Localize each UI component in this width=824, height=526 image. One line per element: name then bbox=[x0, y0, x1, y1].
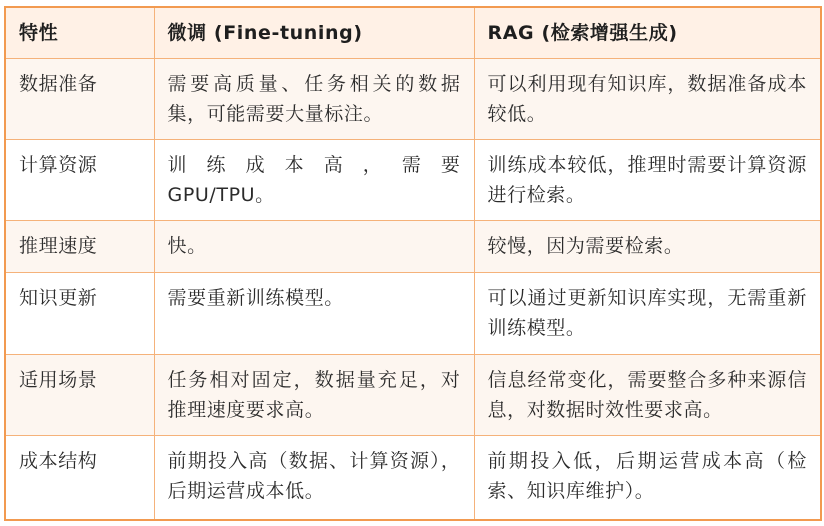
table-body bbox=[5, 58, 821, 520]
fine-tuning-cell: 需要重新训练模型。 bbox=[154, 272, 474, 354]
row-feature-label: 计算资源 bbox=[5, 139, 154, 220]
table-row bbox=[5, 58, 821, 139]
fine-tuning-cell: 训 练 成 本 高 ， 需 要 GPU/TPU。 bbox=[154, 139, 474, 220]
table-row bbox=[5, 354, 821, 435]
table-row bbox=[5, 272, 821, 354]
table-row bbox=[5, 435, 821, 520]
header-rag: RAG (检索增强生成) bbox=[474, 7, 821, 58]
fine-tuning-cell: 前期投入高（数据、计算资源），后期运营成本低。 bbox=[154, 435, 474, 520]
table-row bbox=[5, 220, 821, 272]
rag-cell: 信息经常变化，需要整合多种来源信息，对数据时效性要求高。 bbox=[474, 354, 821, 435]
header-row bbox=[5, 7, 821, 58]
row-feature-label: 成本结构 bbox=[5, 435, 154, 520]
fine-tuning-cell: 任务相对固定，数据量充足，对推理速度要求高。 bbox=[154, 354, 474, 435]
table-header bbox=[5, 7, 821, 58]
row-feature-label: 推理速度 bbox=[5, 220, 154, 272]
row-feature-label: 数据准备 bbox=[5, 58, 154, 139]
rag-cell: 前期投入低，后期运营成本高（检索、知识库维护）。 bbox=[474, 435, 821, 520]
rag-cell: 较慢，因为需要检索。 bbox=[474, 220, 821, 272]
rag-cell: 训练成本较低，推理时需要计算资源进行检索。 bbox=[474, 139, 821, 220]
comparison-table-container bbox=[4, 6, 820, 521]
fine-tuning-cell: 需要高质量、任务相关的数据集，可能需要大量标注。 bbox=[154, 58, 474, 139]
header-feature: 特性 bbox=[5, 7, 154, 58]
header-fine-tuning: 微调 (Fine-tuning) bbox=[154, 7, 474, 58]
row-feature-label: 适用场景 bbox=[5, 354, 154, 435]
comparison-table bbox=[4, 6, 822, 521]
row-feature-label: 知识更新 bbox=[5, 272, 154, 354]
fine-tuning-cell: 快。 bbox=[154, 220, 474, 272]
rag-cell: 可以通过更新知识库实现，无需重新训练模型。 bbox=[474, 272, 821, 354]
table-row bbox=[5, 139, 821, 220]
rag-cell: 可以利用现有知识库，数据准备成本较低。 bbox=[474, 58, 821, 139]
